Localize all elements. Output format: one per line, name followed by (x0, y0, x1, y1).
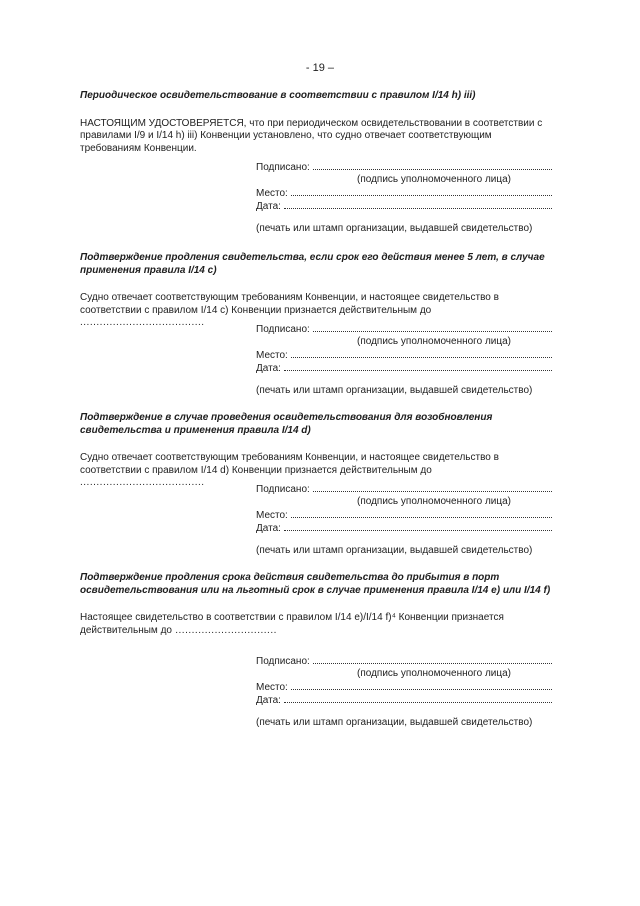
section-extension-under-5-years (80, 252, 552, 396)
place-field[interactable] (291, 508, 552, 518)
validity-date-field[interactable]: ...................................... (80, 477, 205, 488)
section-renewal-survey (80, 412, 552, 556)
signed-label: Подписано: (256, 484, 310, 495)
place-field[interactable] (291, 680, 552, 690)
signed-field[interactable] (313, 160, 552, 170)
place-row (256, 348, 552, 361)
date-field[interactable] (284, 199, 552, 209)
place-row (256, 680, 552, 693)
signed-field[interactable] (313, 654, 552, 664)
signature-block (256, 482, 552, 557)
date-row (256, 521, 552, 534)
stamp-caption: (печать или штамп организации, выдавшей свидетельство) (256, 545, 533, 556)
section-heading: Подтверждение продления свидетельства, если срок его действия менее 5 лет, в случае применения правила I/14 c) (80, 252, 545, 276)
page-number: - 19 – (305, 62, 335, 74)
signature-block (256, 322, 552, 397)
place-label: Место: (256, 350, 288, 361)
place-field[interactable] (291, 348, 552, 358)
signed-row (256, 322, 552, 335)
signed-caption: (подпись уполномоченного лица) (357, 496, 511, 507)
validity-date-field[interactable]: ...................................... (80, 317, 205, 328)
date-label: Дата: (256, 363, 281, 374)
section-extension-to-port (80, 572, 552, 728)
place-row (256, 508, 552, 521)
signed-label: Подписано: (256, 324, 310, 335)
place-row (256, 186, 552, 199)
section-periodic-survey (80, 90, 552, 234)
signed-field[interactable] (313, 322, 552, 332)
section-text: Судно отвечает соответствующим требованиям Конвенции, и настоящее свидетельство в соответствии с правилом I/14 c) Конвенции признается действительным до ...................................... (80, 292, 499, 328)
section-text: НАСТОЯЩИМ УДОСТОВЕРЯЕТСЯ, что при периодическом освидетельствовании в соответствии с правилами I/9 и I/14 h) iii) Конвенции установлено, что судно отвечает соответствующим требованиям Конвенции. (80, 117, 543, 154)
section-text: Настоящее свидетельство в соответствии с правилом I/14 e)/I/14 f)⁴ Конвенции признается действительным до ............................... (80, 612, 504, 636)
signed-row (256, 654, 552, 667)
signed-row (256, 160, 552, 173)
section-heading: Подтверждение продления срока действия свидетельства до прибытия в порт освидетельствования или на льготный срок в случае применения правила I/14 e) или I/14 f) (80, 572, 551, 596)
section-heading: Подтверждение в случае проведения освидетельствования для возобновления свидетельства и применения правила I/14 d) (80, 412, 493, 436)
date-field[interactable] (284, 361, 552, 371)
date-field[interactable] (284, 521, 552, 531)
place-label: Место: (256, 682, 288, 693)
date-label: Дата: (256, 523, 281, 534)
validity-date-field[interactable]: ............................... (171, 624, 277, 636)
signed-caption: (подпись уполномоченного лица) (357, 174, 511, 185)
signed-label: Подписано: (256, 162, 310, 173)
signed-caption: (подпись уполномоченного лица) (357, 668, 511, 679)
date-field[interactable] (284, 693, 552, 703)
signed-caption: (подпись уполномоченного лица) (357, 336, 511, 347)
date-row (256, 199, 552, 212)
signed-field[interactable] (313, 482, 552, 492)
stamp-caption: (печать или штамп организации, выдавшей свидетельство) (256, 385, 533, 396)
date-label: Дата: (256, 695, 281, 706)
stamp-caption: (печать или штамп организации, выдавшей свидетельство) (256, 223, 533, 234)
section-heading: Периодическое освидетельствование в соответствии с правилом I/14 h) iii) (80, 90, 476, 101)
date-row (256, 361, 552, 374)
place-field[interactable] (291, 186, 552, 196)
signed-label: Подписано: (256, 656, 310, 667)
stamp-caption: (печать или штамп организации, выдавшей свидетельство) (256, 717, 533, 728)
place-label: Место: (256, 510, 288, 521)
date-row (256, 693, 552, 706)
place-label: Место: (256, 188, 288, 199)
date-label: Дата: (256, 201, 281, 212)
signed-row (256, 482, 552, 495)
signature-block (256, 654, 552, 729)
section-text: Судно отвечает соответствующим требованиям Конвенции, и настоящее свидетельство в соответствии с правилом I/14 d) Конвенции признается действительным до ...................................... (80, 452, 499, 488)
signature-block (256, 160, 552, 235)
